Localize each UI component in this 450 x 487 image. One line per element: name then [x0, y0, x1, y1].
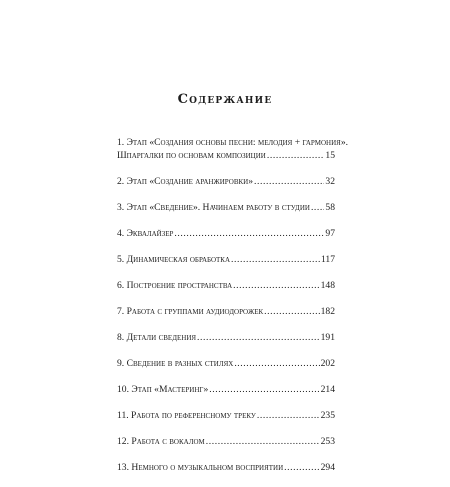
dot-leader: [233, 279, 319, 292]
toc-entry-5: [117, 253, 335, 266]
toc-page-number: 58: [325, 202, 335, 213]
dot-leader: [267, 149, 325, 162]
page-title: Содержание: [177, 92, 273, 107]
dot-leader: [254, 175, 324, 188]
toc-page-number: 32: [325, 176, 335, 187]
toc-entry-title: Шпаргалки по основам композиции: [117, 150, 266, 161]
toc-entry-title: 10. Этап «Мастеринг»: [117, 384, 209, 395]
dot-leader: [197, 331, 320, 344]
toc-entry-title: 9. Сведение в разных стилях: [117, 358, 234, 369]
toc-entry-title: 3. Этап «Сведение». Начинаем работу в студии: [117, 202, 310, 213]
toc-entry-1: [117, 136, 349, 162]
toc-entry-title: 13. Немного о музыкальном восприятии: [117, 462, 284, 473]
dot-leader: [231, 253, 320, 266]
toc-entry-2: [117, 175, 335, 188]
toc-entry-title: 5. Динамическая обработка: [117, 254, 231, 265]
dot-leader: [209, 383, 319, 396]
toc-page-number: 15: [325, 150, 335, 161]
toc-page-number: 148: [320, 280, 335, 291]
dot-leader: [284, 461, 319, 474]
dot-leader: [234, 357, 319, 370]
toc-page-number: 191: [320, 332, 335, 343]
toc-entry-title: 8. Детали сведения: [117, 332, 197, 343]
toc-entry-title: 11. Работа по референсному треку: [117, 410, 256, 421]
dot-leader: [174, 227, 324, 240]
toc-entry-13: [117, 461, 335, 474]
toc-entry-6: [117, 279, 335, 292]
toc-page-number: 235: [320, 410, 335, 421]
toc-entry-3: [117, 201, 335, 214]
toc-entry-title: 12. Работа с вокалом: [117, 436, 205, 447]
toc-entry-9: [117, 357, 335, 370]
toc-entry-10: [117, 383, 335, 396]
dot-leader: [257, 409, 320, 422]
toc-entry-12: [117, 435, 335, 448]
toc-entry-title-line: 1. Этап «Создания основы песни: мелодия + гармония».: [117, 137, 349, 148]
toc-entry-7: [117, 305, 335, 318]
toc-entry-4: [117, 227, 335, 240]
toc-entry-title: 2. Этап «Создание аранжировки»: [117, 176, 254, 187]
toc-page-number: 294: [320, 462, 335, 473]
toc-page-number: 97: [325, 228, 335, 239]
toc-page-number: 117: [320, 254, 335, 265]
table-of-contents: [117, 136, 349, 487]
toc-entry-title: 7. Работа с группами аудиодорожек: [117, 306, 264, 317]
toc-page-number: 182: [320, 306, 335, 317]
dot-leader: [206, 435, 320, 448]
dot-leader: [311, 201, 324, 214]
toc-page-number: 214: [320, 384, 335, 395]
toc-page-number: 202: [320, 358, 335, 369]
toc-entry-title: 4. Эквалайзер: [117, 228, 174, 239]
toc-entry-11: [117, 409, 335, 422]
toc-page-number: 253: [320, 436, 335, 447]
dot-leader: [264, 305, 319, 318]
toc-entry-title: 6. Построение пространства: [117, 280, 233, 291]
toc-entry-8: [117, 331, 335, 344]
